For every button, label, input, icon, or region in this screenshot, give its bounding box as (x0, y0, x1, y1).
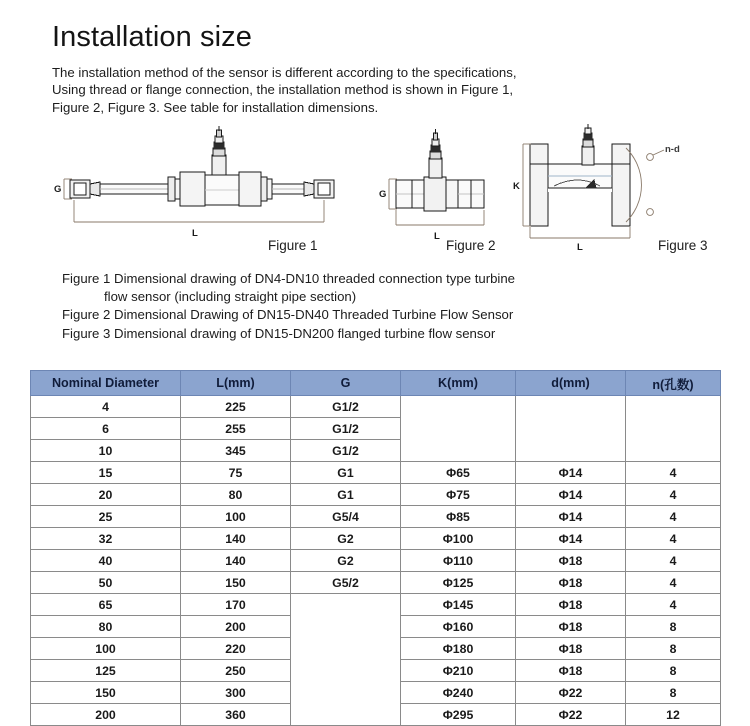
cell-nominal-diameter: 125 (31, 660, 181, 682)
cell-d: Φ14 (516, 462, 626, 484)
figure-caption-1a: Figure 1 Dimensional drawing of DN4-DN10 threaded connection type turbine (62, 271, 516, 286)
cell-k: Φ75 (401, 484, 516, 506)
table-header-row (31, 371, 721, 396)
cell-length: 220 (181, 638, 291, 660)
cell-thread: G2 (291, 550, 401, 572)
figure-1-caption: Figure 1 (268, 238, 318, 253)
figure-3-label-l: L (577, 242, 583, 253)
figure-1-label-g: G (54, 184, 62, 195)
cell-d: Φ18 (516, 550, 626, 572)
cell-d: Φ18 (516, 660, 626, 682)
cell-d: Φ18 (516, 572, 626, 594)
cell-d: Φ14 (516, 484, 626, 506)
cell-n-holes: 4 (626, 572, 721, 594)
cell-k: Φ180 (401, 638, 516, 660)
cell-nominal-diameter: 150 (31, 682, 181, 704)
cell-k: Φ100 (401, 528, 516, 550)
cell-length: 100 (181, 506, 291, 528)
cell-thread: G5/2 (291, 572, 401, 594)
cell-nominal-diameter: 20 (31, 484, 181, 506)
cell-length: 170 (181, 594, 291, 616)
figure-2-label-g: G (379, 189, 387, 200)
cell-length: 255 (181, 418, 291, 440)
figure-caption-3: Figure 3 Dimensional drawing of DN15-DN200 flanged turbine flow sensor (62, 325, 496, 341)
cell-length: 300 (181, 682, 291, 704)
figure-caption-1b: flow sensor (including straight pipe section) (104, 289, 357, 305)
cell-nominal-diameter: 25 (31, 506, 181, 528)
cell-n-holes: 12 (626, 704, 721, 726)
cell-k: Φ240 (401, 682, 516, 704)
cell-length: 80 (181, 484, 291, 506)
figure-caption-block (62, 270, 702, 343)
intro-line-2: Using thread or flange connection, the installation method is shown in Figure 1, (52, 82, 514, 98)
cell-d: Φ14 (516, 506, 626, 528)
cell-d: Φ22 (516, 704, 626, 726)
cell-length: 200 (181, 616, 291, 638)
figure-strip (0, 122, 750, 262)
page-title: Installation size (52, 21, 252, 53)
cell-length: 345 (181, 440, 291, 462)
cell-thread: G1/2 (291, 396, 401, 418)
cell-k: Φ125 (401, 572, 516, 594)
cell-n-holes: 8 (626, 682, 721, 704)
cell-n-holes: 8 (626, 616, 721, 638)
cell-nominal-diameter: 6 (31, 418, 181, 440)
cell-thread: G1/2 (291, 418, 401, 440)
cell-length: 360 (181, 704, 291, 726)
cell-nominal-diameter: 10 (31, 440, 181, 462)
cell-d: Φ18 (516, 638, 626, 660)
figure-2-caption: Figure 2 (446, 238, 496, 253)
cell-nominal-diameter: 80 (31, 616, 181, 638)
intro-paragraph (52, 64, 712, 116)
cell-d-merged-blank (516, 396, 626, 462)
dimensions-table (30, 370, 721, 726)
cell-n-holes: 8 (626, 638, 721, 660)
cell-n-merged-blank (626, 396, 721, 462)
figure-1-drawing (52, 122, 352, 262)
cell-nominal-diameter: 32 (31, 528, 181, 550)
cell-k: Φ65 (401, 462, 516, 484)
cell-k-merged-blank (401, 396, 516, 462)
cell-n-holes: 8 (626, 660, 721, 682)
table-row (31, 396, 721, 418)
figure-3-caption: Figure 3 (658, 238, 708, 253)
cell-length: 140 (181, 528, 291, 550)
cell-length: 150 (181, 572, 291, 594)
cell-nominal-diameter: 200 (31, 704, 181, 726)
cell-n-holes: 4 (626, 550, 721, 572)
column-header-d: d(mm) (516, 371, 626, 396)
cell-d: Φ18 (516, 616, 626, 638)
cell-k: Φ160 (401, 616, 516, 638)
table-row (31, 484, 721, 506)
cell-k: Φ110 (401, 550, 516, 572)
cell-d: Φ18 (516, 594, 626, 616)
figure-3-label-nd: n-d (665, 144, 680, 155)
cell-thread-merged-blank (291, 594, 401, 726)
table-row (31, 594, 721, 616)
column-header-thread: G (291, 371, 401, 396)
dimensions-table-wrapper (30, 370, 720, 726)
column-header-k: K(mm) (401, 371, 516, 396)
cell-n-holes: 4 (626, 506, 721, 528)
figure-2-label-l: L (434, 231, 440, 242)
cell-thread: G1 (291, 484, 401, 506)
table-row (31, 572, 721, 594)
column-header-length: L(mm) (181, 371, 291, 396)
cell-thread: G1 (291, 462, 401, 484)
figure-3-label-k: K (513, 181, 520, 192)
cell-k: Φ85 (401, 506, 516, 528)
cell-n-holes: 4 (626, 484, 721, 506)
cell-k: Φ210 (401, 660, 516, 682)
cell-thread: G2 (291, 528, 401, 550)
cell-nominal-diameter: 100 (31, 638, 181, 660)
table-row (31, 506, 721, 528)
table-row (31, 550, 721, 572)
table-row (31, 462, 721, 484)
intro-line-1: The installation method of the sensor is different according to the specifications, (52, 65, 517, 80)
cell-nominal-diameter: 40 (31, 550, 181, 572)
table-body (31, 396, 721, 726)
figure-caption-2: Figure 2 Dimensional Drawing of DN15-DN40 Threaded Turbine Flow Sensor (62, 307, 514, 323)
column-header-n-holes: n(孔数) (626, 371, 721, 396)
table-row (31, 528, 721, 550)
cell-length: 140 (181, 550, 291, 572)
cell-thread: G5/4 (291, 506, 401, 528)
cell-nominal-diameter: 50 (31, 572, 181, 594)
cell-nominal-diameter: 4 (31, 396, 181, 418)
cell-length: 250 (181, 660, 291, 682)
figure-3-drawing (508, 122, 750, 262)
cell-length: 75 (181, 462, 291, 484)
column-header-nominal-diameter: Nominal Diameter (31, 371, 181, 396)
cell-n-holes: 4 (626, 462, 721, 484)
figure-2-drawing (368, 122, 518, 262)
cell-nominal-diameter: 15 (31, 462, 181, 484)
figure-1-label-l: L (192, 228, 198, 239)
cell-length: 225 (181, 396, 291, 418)
cell-d: Φ14 (516, 528, 626, 550)
cell-d: Φ22 (516, 682, 626, 704)
cell-thread: G1/2 (291, 440, 401, 462)
cell-k: Φ145 (401, 594, 516, 616)
cell-n-holes: 4 (626, 528, 721, 550)
cell-k: Φ295 (401, 704, 516, 726)
intro-line-3: Figure 2, Figure 3. See table for installation dimensions. (52, 99, 379, 115)
cell-n-holes: 4 (626, 594, 721, 616)
cell-nominal-diameter: 65 (31, 594, 181, 616)
